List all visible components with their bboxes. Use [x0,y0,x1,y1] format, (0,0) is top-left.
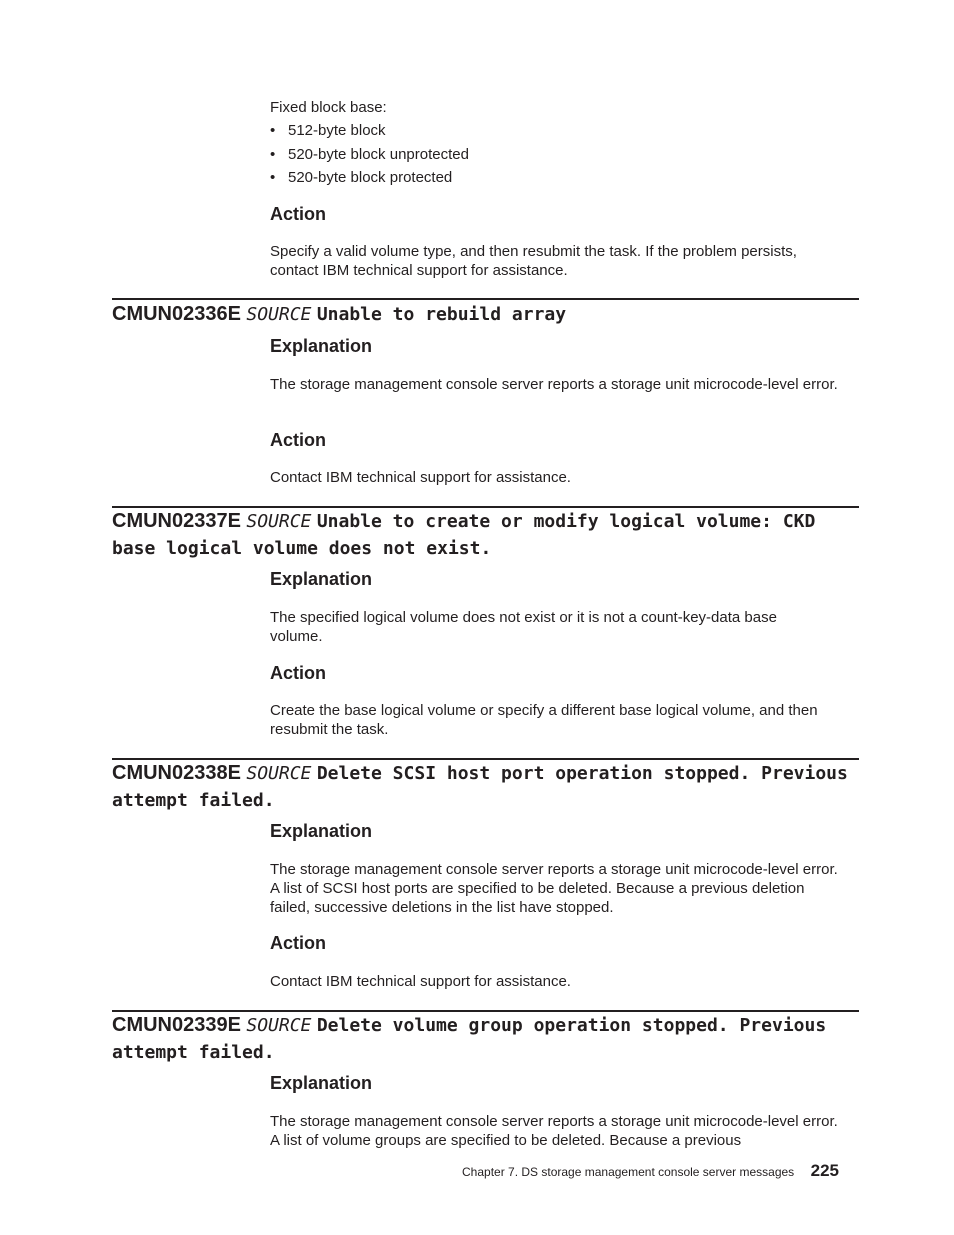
explanation-heading: Explanation [270,336,373,356]
message-source: SOURCE [246,511,312,532]
list-item: • 520-byte block unprotected [270,145,469,163]
action-text: Contact IBM technical support for assistance. [270,469,571,486]
message-text: Unable to create or modify logical volume: CKD base logical volume does not exist. [112,511,816,559]
action-text: Create the base logical volume or specify a different base logical volume, and then resubmit the task. [270,702,818,738]
page-footer [462,1161,859,1181]
message-id: CMUN02339E [112,1014,241,1036]
action-heading: Action [270,430,326,450]
message-title [112,1012,862,1066]
section-divider [112,298,859,300]
block-type-list [270,121,855,192]
message-title [112,508,862,562]
message-title [112,760,862,814]
page-number: 225 [810,1161,839,1180]
message-id: CMUN02337E [112,510,241,532]
explanation-text: The storage management console server reports a storage unit microcode-level error. A list of volume groups are specified to be deleted. Because a previous [270,1113,838,1149]
message-source: SOURCE [246,1015,312,1036]
message-text: Delete volume group operation stopped. Previous attempt failed. [112,1015,827,1063]
message-text: Delete SCSI host port operation stopped. Previous attempt failed. [112,763,848,811]
explanation-text: The storage management console server reports a storage unit microcode-level error. A list of SCSI host ports are specified to be deleted. Because a previous deletion failed, successive deletions in the list have stopped. [270,861,838,916]
list-item: • 512-byte block [270,122,386,139]
intro-lead: Fixed block base: [270,99,387,116]
explanation-heading: Explanation [270,569,373,589]
list-item: • 520-byte block protected [270,169,453,186]
action-text: Specify a valid volume type, and then resubmit the task. If the problem persists, contact IBM technical support for assistance. [270,243,797,279]
explanation-heading: Explanation [270,821,373,841]
action-heading: Action [270,663,326,683]
action-heading: Action [270,204,326,224]
message-source: SOURCE [246,304,312,325]
action-text: Contact IBM technical support for assistance. [270,973,571,990]
chapter-title: Chapter 7. DS storage management console server messages [462,1165,795,1179]
message-id: CMUN02336E [112,303,241,325]
message-id: CMUN02338E [112,762,241,784]
message-text: Unable to rebuild array [316,304,567,325]
message-title [112,301,862,328]
explanation-text: The storage management console server reports a storage unit microcode-level error. [270,376,838,393]
explanation-heading: Explanation [270,1073,373,1093]
action-heading: Action [270,933,326,953]
message-source: SOURCE [246,763,312,784]
explanation-text: The specified logical volume does not exist or it is not a count-key-data base volume. [270,609,777,645]
